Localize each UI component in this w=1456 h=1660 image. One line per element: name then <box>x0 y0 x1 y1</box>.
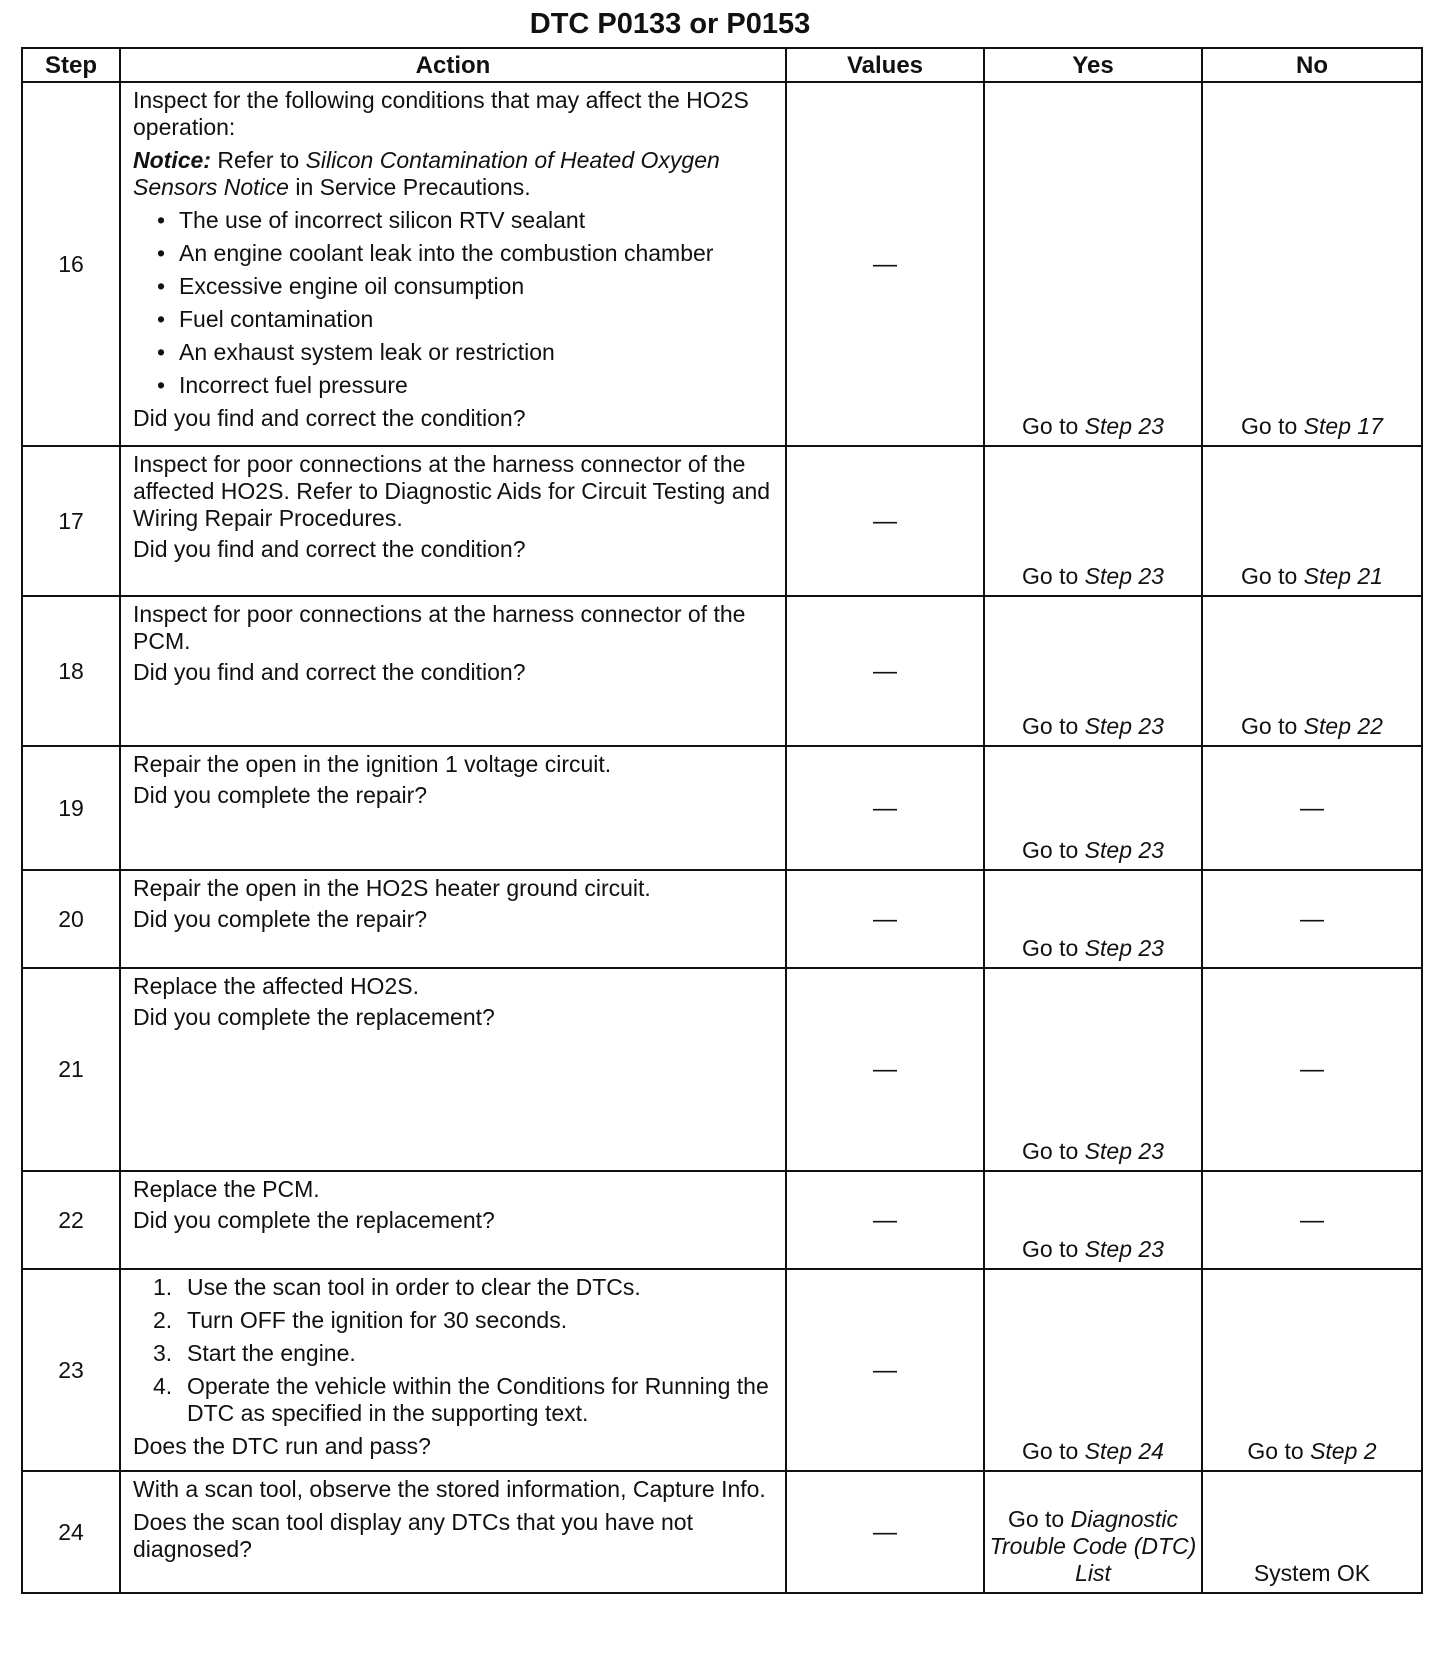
yes-prefix: Go to <box>1022 1438 1079 1464</box>
action-cell <box>120 1269 786 1471</box>
action-cell <box>120 746 786 870</box>
yes-prefix: Go to <box>1022 713 1079 739</box>
table-row-step-20 <box>22 870 1422 968</box>
item-text: Start the engine. <box>187 1340 356 1366</box>
list-item: • Incorrect fuel pressure <box>153 372 775 399</box>
action-question: Did you complete the repair? <box>133 906 428 932</box>
table-row-step-22 <box>22 1171 1422 1269</box>
action-text: Repair the open in the ignition 1 voltage circuit. <box>133 751 612 777</box>
header-yes: Yes <box>984 48 1202 82</box>
action-text: Inspect for poor connections at the harness connector of the PCM. <box>133 601 746 654</box>
no-cell <box>1202 446 1422 596</box>
no-prefix: Go to <box>1241 713 1298 739</box>
values-cell: — <box>786 596 984 746</box>
table-row-step-21 <box>22 968 1422 1171</box>
yes-prefix: Go to <box>1022 837 1079 863</box>
yes-cell <box>984 1269 1202 1471</box>
no-step-link[interactable]: Step 2 <box>1310 1438 1377 1464</box>
yes-cell <box>984 1171 1202 1269</box>
header-step: Step <box>22 48 120 82</box>
action-question: Did you complete the replacement? <box>133 1004 495 1030</box>
item-text: Turn OFF the ignition for 30 seconds. <box>187 1307 568 1333</box>
step-number: 17 <box>22 446 120 596</box>
action-text: Inspect for poor connections at the harness connector of the affected HO2S. Refer to Diagnostic Aids for Circuit Testing and Wiring Repair Procedures. <box>133 451 771 531</box>
yes-prefix: Go to <box>1022 1138 1079 1164</box>
action-text: With a scan tool, observe the stored information, Capture Info. <box>133 1476 766 1502</box>
yes-step-link[interactable]: Step 23 <box>1084 837 1164 863</box>
yes-step-link[interactable]: Step 23 <box>1084 1138 1164 1164</box>
table-row-step-19 <box>22 746 1422 870</box>
action-cell <box>120 446 786 596</box>
action-question: Did you find and correct the condition? <box>133 659 526 685</box>
list-item: • Excessive engine oil consumption <box>153 273 775 300</box>
notice-reference: Silicon Contamination of Heated Oxygen Sensors Notice <box>133 147 720 200</box>
no-step-link[interactable]: Step 17 <box>1303 413 1383 439</box>
list-item <box>153 1373 775 1427</box>
header-values: Values <box>786 48 984 82</box>
action-question: Did you complete the repair? <box>133 782 428 808</box>
action-text: Replace the PCM. <box>133 1176 320 1202</box>
no-prefix: Go to <box>1241 413 1298 439</box>
action-cell <box>120 870 786 968</box>
list-item: • The use of incorrect silicon RTV sealant <box>153 207 775 234</box>
list-item: • An engine coolant leak into the combustion chamber <box>153 240 775 267</box>
yes-prefix: Go to <box>1022 413 1079 439</box>
action-cell <box>120 968 786 1171</box>
step-number: 24 <box>22 1471 120 1593</box>
no-cell: — <box>1202 870 1422 968</box>
no-prefix: Go to <box>1241 563 1298 589</box>
list-item <box>153 1274 775 1301</box>
values-cell: — <box>786 1471 984 1593</box>
no-cell <box>1202 1269 1422 1471</box>
item-number: 4. <box>153 1373 173 1399</box>
action-cell <box>120 1471 786 1593</box>
yes-reference-link[interactable]: Diagnostic Trouble Code (DTC) List <box>989 1506 1197 1586</box>
table-row-step-17 <box>22 446 1422 596</box>
action-text: Repair the open in the HO2S heater ground circuit. <box>133 875 651 901</box>
yes-prefix: Go to <box>1007 1506 1065 1532</box>
yes-prefix: Go to <box>1022 1236 1079 1262</box>
yes-step-link[interactable]: Step 23 <box>1084 935 1164 961</box>
no-cell <box>1202 596 1422 746</box>
no-cell <box>1202 82 1422 446</box>
table-row-step-18 <box>22 596 1422 746</box>
values-cell: — <box>786 870 984 968</box>
action-question: Did you find and correct the condition? <box>133 536 526 562</box>
step-number: 20 <box>22 870 120 968</box>
action-question: Does the DTC run and pass? <box>133 1433 431 1459</box>
list-item: • Fuel contamination <box>153 306 775 333</box>
yes-cell <box>984 446 1202 596</box>
page-title: DTC P0133 or P0153 <box>529 8 811 40</box>
table-header-row <box>22 48 1422 82</box>
no-step-link[interactable]: Step 21 <box>1303 563 1383 589</box>
action-cell <box>120 1171 786 1269</box>
action-question: Did you find and correct the condition? <box>133 405 526 431</box>
yes-cell <box>984 82 1202 446</box>
step-number: 19 <box>22 746 120 870</box>
no-cell: System OK <box>1202 1471 1422 1593</box>
diagnostic-table <box>21 47 1423 1594</box>
item-text: Operate the vehicle within the Conditions for Running the DTC as specified in the supporting text. <box>187 1373 769 1426</box>
table-row-step-23 <box>22 1269 1422 1471</box>
list-item <box>153 1307 775 1334</box>
values-cell: — <box>786 746 984 870</box>
no-prefix: Go to <box>1247 1438 1304 1464</box>
action-cell <box>120 596 786 746</box>
yes-cell <box>984 1471 1202 1593</box>
action-intro: Inspect for the following conditions that may affect the HO2S operation: <box>133 87 749 140</box>
yes-cell <box>984 870 1202 968</box>
no-cell: — <box>1202 1171 1422 1269</box>
yes-cell <box>984 968 1202 1171</box>
table-row-step-16 <box>22 82 1422 446</box>
header-no: No <box>1202 48 1422 82</box>
values-cell: — <box>786 968 984 1171</box>
action-text: Replace the affected HO2S. <box>133 973 419 999</box>
header-action: Action <box>120 48 786 82</box>
step-number: 18 <box>22 596 120 746</box>
yes-prefix: Go to <box>1022 935 1079 961</box>
values-cell: — <box>786 446 984 596</box>
yes-step-link[interactable]: Step 23 <box>1084 713 1164 739</box>
action-question: Does the scan tool display any DTCs that you have not diagnosed? <box>133 1509 693 1562</box>
list-item <box>153 1340 775 1367</box>
no-cell: — <box>1202 746 1422 870</box>
step-number: 21 <box>22 968 120 1171</box>
no-cell: — <box>1202 968 1422 1171</box>
no-step-link[interactable]: Step 22 <box>1303 713 1383 739</box>
procedure-list <box>133 1274 775 1427</box>
notice-post: in Service Precautions. <box>295 174 531 200</box>
item-number: 3. <box>153 1340 173 1366</box>
yes-cell <box>984 746 1202 870</box>
step-number: 22 <box>22 1171 120 1269</box>
action-question: Did you complete the replacement? <box>133 1207 495 1233</box>
values-cell: — <box>786 1171 984 1269</box>
yes-prefix: Go to <box>1022 563 1079 589</box>
list-item: • An exhaust system leak or restriction <box>153 339 775 366</box>
values-cell: — <box>786 82 984 446</box>
yes-step-link[interactable]: Step 23 <box>1084 1236 1164 1262</box>
yes-step-link[interactable]: Step 23 <box>1084 563 1164 589</box>
values-cell: — <box>786 1269 984 1471</box>
condition-list <box>133 207 775 399</box>
notice-pre: Refer to <box>217 147 300 173</box>
item-number: 1. <box>153 1274 173 1300</box>
item-number: 2. <box>153 1307 173 1333</box>
yes-cell <box>984 596 1202 746</box>
yes-step-link[interactable]: Step 23 <box>1084 413 1164 439</box>
notice-label: Notice: <box>133 147 211 173</box>
action-cell <box>120 82 786 446</box>
yes-step-link[interactable]: Step 24 <box>1084 1438 1164 1464</box>
step-number: 16 <box>22 82 120 446</box>
notice <box>133 147 775 201</box>
item-text: Use the scan tool in order to clear the DTCs. <box>187 1274 641 1300</box>
step-number: 23 <box>22 1269 120 1471</box>
table-row-step-24 <box>22 1471 1422 1593</box>
